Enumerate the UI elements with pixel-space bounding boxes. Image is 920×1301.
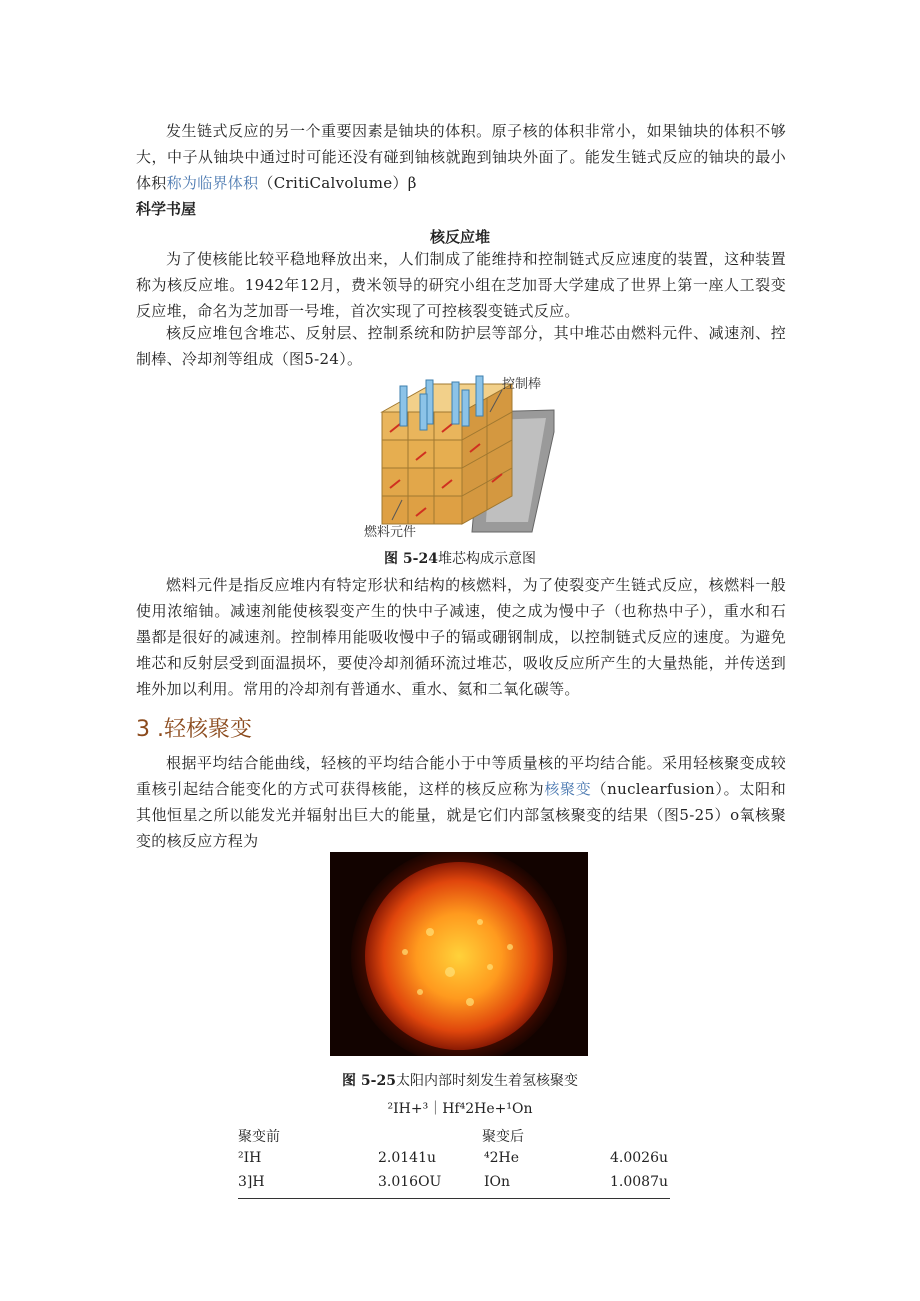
fuel-label: 燃料元件 bbox=[364, 525, 417, 540]
box-title: 核反应堆 bbox=[429, 228, 490, 246]
fusion-equation: ²IH+³｜Hf⁴2He+¹On bbox=[387, 1101, 533, 1117]
caption-text: 堆芯构成示意图 bbox=[437, 551, 536, 567]
paragraph-text-end: （CritiCalvolume）β bbox=[258, 174, 417, 192]
control-rod-label: 控制棒 bbox=[502, 377, 542, 392]
cell-mass: 4.0026u bbox=[609, 1150, 668, 1166]
paragraph-text: 发生链式反应的另一个重要因素是铀块的体积。原子核的体积非常小，如果铀块的体积不够大，中子从铀块中通过时可能还没有碰到铀核就跑到铀块外面了。能发生链式反应的铀块的最小体积 bbox=[136, 122, 786, 192]
sun-photo bbox=[330, 852, 588, 1056]
table-row bbox=[238, 1174, 670, 1199]
highlight-term: 核聚变 bbox=[544, 780, 592, 798]
cell-nuclide: 3]H bbox=[238, 1174, 265, 1190]
table-header-row bbox=[238, 1126, 670, 1150]
cell-mass: 1.0087u bbox=[609, 1174, 668, 1190]
paragraph-text-end: （nuclearfusion）。太阳和其他恒星之所以能发光并辐射出巨大的能量，就是它们内部氢核聚变的结果（图5-25）o氧核聚变的核反应方程为 bbox=[136, 780, 787, 850]
paragraph-core-components: 燃料元件是指反应堆内有特定形状和结构的核燃料，为了使裂变产生链式反应，核燃料一般使用浓缩铀。减速剂能使核裂变产生的快中子减速，使之成为慢中子（也称热中子），重水和石墨都是很好的减速剂。控制棒用能吸收慢中子的镉或硼钢制成，以控制链式反应的速度。为避免堆芯和反射层受到面温损坏，要使冷却剂循环流过堆芯，吸收反应所产生的大量热能，并传送到堆外加以利用。常用的冷却剂有普通水、重水、氦和二氧化碳等。 bbox=[136, 576, 786, 698]
cell-nuclide: ⁴2He bbox=[484, 1150, 520, 1166]
paragraph-reactor-parts: 核反应堆包含堆芯、反射层、控制系统和防护层等部分，其中堆芯由燃料元件、减速剂、控制棒、冷却剂等组成（图5-24）。 bbox=[136, 324, 786, 368]
caption-number: 图 5-25 bbox=[342, 1073, 396, 1089]
highlight-term: 称为临界体积 bbox=[166, 174, 259, 192]
cell-nuclide: IOn bbox=[484, 1174, 511, 1190]
cell-mass: 2.0141u bbox=[378, 1150, 437, 1166]
figure-5-24-caption bbox=[0, 548, 920, 568]
paragraph-reactor-intro: 为了使核能比较平稳地释放出来，人们制成了能维持和控制链式反应速度的装置，这种装置称为核反应堆。1942年12月，费米领导的研究小组在芝加哥大学建成了世界上第一座人工裂变反应堆，命名为芝加哥一号堆，首次实现了可控核裂变链式反应。 bbox=[136, 250, 786, 320]
header-after: 聚变后 bbox=[482, 1129, 524, 1145]
paragraph-fusion bbox=[136, 750, 786, 854]
sun-disk bbox=[365, 862, 553, 1050]
mass-table bbox=[238, 1126, 670, 1199]
header-before: 聚变前 bbox=[238, 1129, 280, 1145]
science-corner-label: 科学书屋 bbox=[136, 200, 197, 218]
table-row bbox=[238, 1150, 670, 1174]
figure-5-25-caption bbox=[0, 1070, 920, 1090]
cell-nuclide: ²IH bbox=[238, 1150, 262, 1166]
caption-number: 图 5-24 bbox=[384, 551, 438, 567]
caption-text: 太阳内部时刻发生着氢核聚变 bbox=[395, 1073, 578, 1089]
paragraph-text: 根据平均结合能曲线，轻核的平均结合能小于中等质量核的平均结合能。采用轻核聚变成较重核引起结合能变化的方式可获得核能，这样的核反应称为 bbox=[136, 754, 786, 798]
section-heading: 3 .轻核聚变 bbox=[136, 717, 252, 742]
paragraph-critical-volume bbox=[136, 118, 786, 196]
cell-mass: 3.016OU bbox=[378, 1174, 442, 1190]
reactor-core-diagram bbox=[362, 372, 562, 542]
